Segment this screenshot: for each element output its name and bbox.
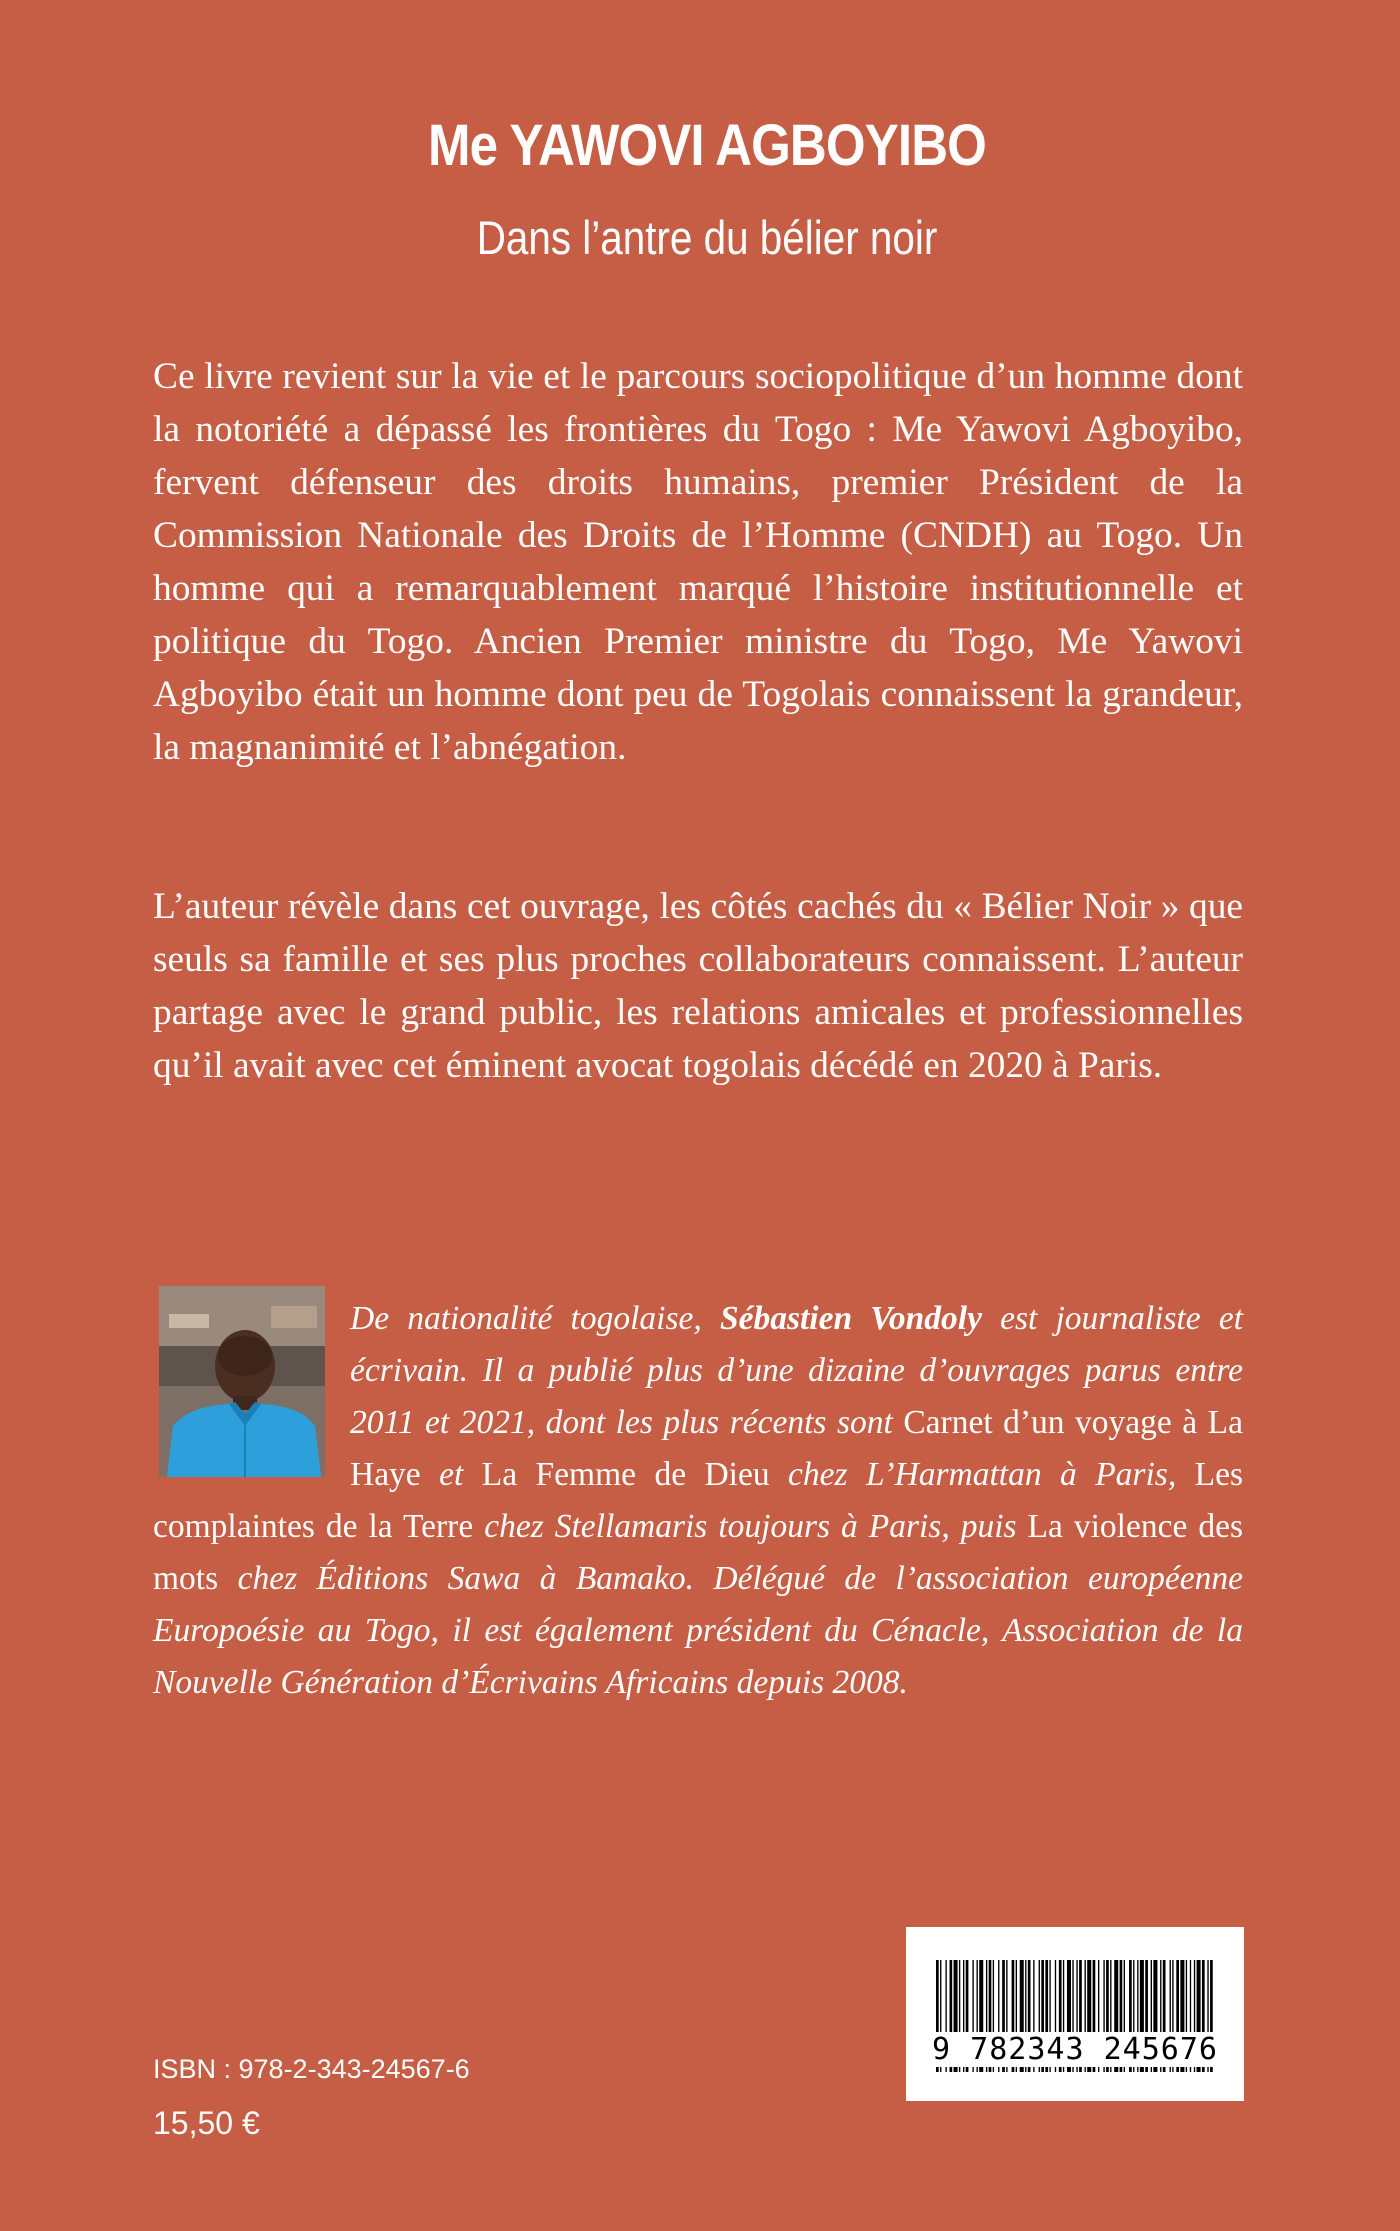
- price: 15,50 €: [153, 2105, 260, 2141]
- barcode: [906, 1927, 1244, 2101]
- bio-text-3: et: [420, 1456, 482, 1493]
- bio-text-1: De nationalité togolaise,: [350, 1300, 720, 1337]
- summary-paragraph-2: L’auteur révèle dans cet ouvrage, les côtés cachés du « Bélier Noir » que seuls sa famille et ses plus proches collaborateurs connaissent. L’auteur partage avec le grand public, les relations amicales et professionnelles qu’il avait avec cet éminent avocat togolais décédé en 2020 à Paris.: [153, 886, 1243, 1086]
- book-title-4: La violence des mots: [153, 1508, 1243, 1597]
- book-title-2: La Femme de Dieu: [481, 1456, 770, 1493]
- author-photo: [159, 1286, 325, 1477]
- isbn: ISBN : 978-2-343-24567-6: [153, 2054, 470, 2084]
- author-name: Sébastien Vondoly: [719, 1300, 982, 1337]
- summary-paragraph-1: Ce livre revient sur la vie et le parcours sociopolitique d’un homme dont la notoriété a dépassé les frontières du Togo : Me Yawovi Agboyibo, fervent défenseur des droits humains, premier Président de la Commission Nationale des Droits de l’Homme (CNDH) au Togo. Un homme qui a remarquablement marqué l’histoire institutionnelle et politique du Togo. Ancien Premier ministre du Togo, Me Yawovi Agboyibo était un homme dont peu de Togolais connaissent la grandeur, la magnanimité et l’abnégation.: [153, 356, 1243, 768]
- bio-text-5: chez Stellamaris toujours à Paris, puis: [473, 1508, 1028, 1545]
- bio-text-2: est journaliste et écrivain. Il a publié plus d’une dizaine d’ouvrages parus entre 2011 et 2021, dont les plus récents sont: [350, 1300, 1244, 1441]
- book-title-3: Les complaintes de la Terre: [153, 1456, 1244, 1545]
- book-subtitle: Dans l’antre du bélier noir: [476, 211, 938, 264]
- book-title-1: Carnet d’un voyage à La Haye: [350, 1404, 1243, 1493]
- bio-text-6: chez Éditions Sawa à Bamako. Délégué de l’association européenne Europoésie au Togo, il est également président du Cénacle, Association de la Nouvelle Génération d’Écrivains Africains depuis 2008.: [153, 1560, 1243, 1701]
- bio-text-4: chez L’Harmattan à Paris,: [769, 1456, 1195, 1493]
- book-title: Me YAWOVI AGBOYIBO: [427, 113, 987, 178]
- barcode-digits: 9 782343 245676: [932, 2032, 1218, 2067]
